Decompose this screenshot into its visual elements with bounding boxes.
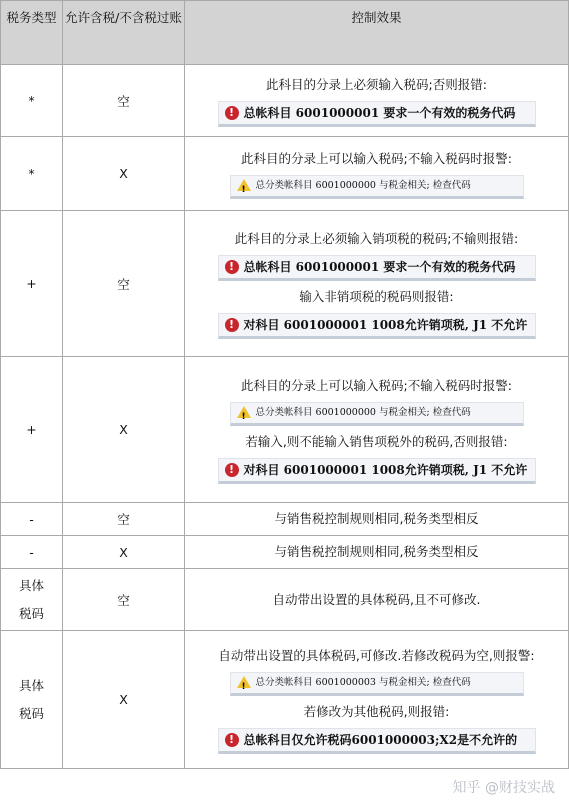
warning-message-text: 总分类帐科目 6001000000 与税金相关; 检查代码 <box>255 406 471 418</box>
cell-tax-type: + <box>1 357 63 503</box>
table-row <box>1 536 569 569</box>
warning-message-text: 总分类帐科目 6001000000 与税金相关; 检查代码 <box>255 179 471 191</box>
warning-message-text: 总分类帐科目 6001000003 与税金相关; 检查代码 <box>255 676 471 688</box>
table-row <box>1 631 569 769</box>
effect-text: 输入非销项税的税码则报错: <box>299 288 454 304</box>
cell-allow-tax: X <box>63 536 185 569</box>
cell-allow-tax: 空 <box>63 211 185 357</box>
error-icon: ! <box>225 463 239 477</box>
cell-control-effect <box>185 536 569 569</box>
effect-text: 此科目的分录上可以输入税码;不输入税码时报警: <box>241 150 512 166</box>
error-message-text: 总帐科目 6001000001 要求一个有效的税务代码 <box>243 105 516 120</box>
cell-tax-type: 具体税码 <box>1 569 63 631</box>
table-row <box>1 137 569 211</box>
effect-text: 若修改为其他税码,则报错: <box>303 703 450 719</box>
error-message-box <box>218 313 536 339</box>
table-body <box>1 65 569 769</box>
header-control-effect: 控制效果 <box>185 1 569 65</box>
warning-message-box <box>230 175 524 199</box>
effect-text: 此科目的分录上必须输入税码;否则报错: <box>266 76 487 92</box>
table-row <box>1 211 569 357</box>
error-message-box <box>218 728 536 754</box>
effect-text: 与销售税控制规则相同,税务类型相反 <box>274 544 479 559</box>
warning-icon <box>237 676 251 688</box>
table-row <box>1 357 569 503</box>
effect-text: 若输入,则不能输入销售项税外的税码,否则报错: <box>245 433 508 449</box>
cell-allow-tax: 空 <box>63 569 185 631</box>
cell-control-effect <box>185 631 569 769</box>
error-message-text: 对科目 6001000001 1008允许销项税, J1 不允许 <box>243 317 528 332</box>
effect-text: 自动带出设置的具体税码,且不可修改. <box>272 591 481 607</box>
effect-text: 此科目的分录上可以输入税码;不输入税码时报警: <box>241 377 512 393</box>
cell-tax-type: 具体税码 <box>1 631 63 769</box>
error-message-box <box>218 101 536 127</box>
cell-tax-type: + <box>1 211 63 357</box>
warning-icon <box>237 406 251 418</box>
effect-text: 自动带出设置的具体税码,可修改.若修改税码为空,则报警: <box>218 647 535 663</box>
cell-tax-type: * <box>1 65 63 137</box>
error-icon: ! <box>225 318 239 332</box>
cell-control-effect <box>185 65 569 137</box>
cell-control-effect <box>185 137 569 211</box>
table-row <box>1 65 569 137</box>
error-message-box <box>218 458 536 484</box>
cell-tax-type: * <box>1 137 63 211</box>
cell-allow-tax: 空 <box>63 503 185 536</box>
cell-control-effect <box>185 211 569 357</box>
error-icon: ! <box>225 733 239 747</box>
cell-tax-type: - <box>1 503 63 536</box>
error-icon: ! <box>225 260 239 274</box>
effect-text: 此科目的分录上必须输入销项税的税码;不输则报错: <box>234 230 519 246</box>
error-message-text: 总帐科目 6001000001 要求一个有效的税务代码 <box>243 259 516 274</box>
error-message-text: 总帐科目仅允许税码6001000003;X2是不允许的 <box>243 732 518 747</box>
cell-control-effect <box>185 357 569 503</box>
warning-message-box <box>230 672 524 696</box>
cell-control-effect <box>185 569 569 631</box>
watermark: 知乎 @财技实战 <box>452 780 555 796</box>
cell-allow-tax: X <box>63 631 185 769</box>
effect-text: 与销售税控制规则相同,税务类型相反 <box>274 511 479 526</box>
warning-message-box <box>230 402 524 426</box>
table-header-row <box>1 1 569 65</box>
error-message-box <box>218 255 536 281</box>
cell-allow-tax: 空 <box>63 65 185 137</box>
cell-control-effect <box>185 503 569 536</box>
header-allow-tax: 允许含税/不含税过账 <box>63 1 185 65</box>
table-row <box>1 503 569 536</box>
error-message-text: 对科目 6001000001 1008允许销项税, J1 不允许 <box>243 462 528 477</box>
warning-icon <box>237 179 251 191</box>
table-row <box>1 569 569 631</box>
cell-tax-type: - <box>1 536 63 569</box>
cell-allow-tax: X <box>63 357 185 503</box>
error-icon: ! <box>225 106 239 120</box>
cell-allow-tax: X <box>63 137 185 211</box>
header-tax-type: 税务类型 <box>1 1 63 65</box>
